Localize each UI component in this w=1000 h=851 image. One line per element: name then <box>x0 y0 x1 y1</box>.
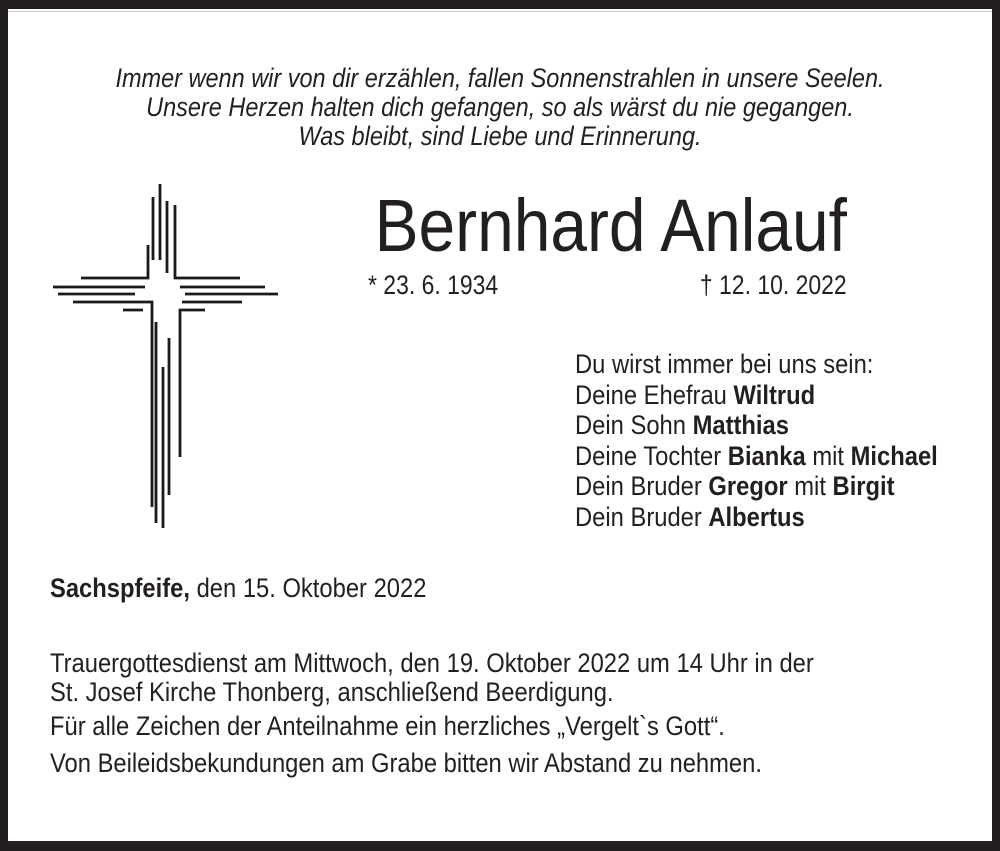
birth-date: * 23. 6. 1934 <box>368 270 499 300</box>
border-bottom <box>0 841 1000 851</box>
life-dates <box>368 270 847 300</box>
border-top <box>0 0 1000 9</box>
graveside-request-line <box>50 749 762 778</box>
condolence-thanks-line <box>50 712 725 741</box>
announcement-line: Von Beileidsbekundungen am Grabe bitten wir Abstand zu nehmen. <box>50 748 762 778</box>
poem-line: Was bleibt, sind Liebe und Erinnerung. <box>298 121 702 151</box>
announcement-line: Für alle Zeichen der Anteilnahme ein herzliches „Vergelt`s Gott“. <box>50 711 725 741</box>
family-intro: Du wirst immer bei uns sein: <box>575 349 874 379</box>
death-date: † 12. 10. 2022 <box>700 270 847 300</box>
family-member: Deine Ehefrau Wiltrud <box>575 379 816 410</box>
announcement-line: Trauergottesdienst am Mittwoch, den 19. Oktober 2022 um 14 Uhr in der <box>50 648 814 678</box>
dateline-date: den 15. Oktober 2022 <box>189 573 427 603</box>
border-left <box>0 0 8 851</box>
place-name: Sachspfeife, <box>50 573 190 603</box>
border-top-rule <box>8 11 992 12</box>
poem-line: Unsere Herzen halten dich gefangen, so als wärst du nie gegangen. <box>146 92 854 122</box>
family-member: Deine Tochter Bianka mit Michael <box>575 440 938 471</box>
border-right <box>992 0 1000 851</box>
family-member: Dein Sohn Matthias <box>575 410 789 440</box>
announcement-line: St. Josef Kirche Thonberg, anschließend Beerdigung. <box>50 677 614 707</box>
cross-icon <box>48 183 278 528</box>
memorial-poem <box>65 64 935 151</box>
place-dateline <box>50 573 426 604</box>
deceased-name: Bernhard Anlauf <box>374 184 847 267</box>
family-list <box>575 349 938 532</box>
family-member: Dein Bruder Albertus <box>575 501 805 532</box>
family-member: Dein Bruder Gregor mit Birgit <box>575 471 895 501</box>
poem-line: Immer wenn wir von dir erzählen, fallen Sonnenstrahlen in unsere Seelen. <box>115 63 885 93</box>
funeral-service-announcement <box>50 649 814 707</box>
